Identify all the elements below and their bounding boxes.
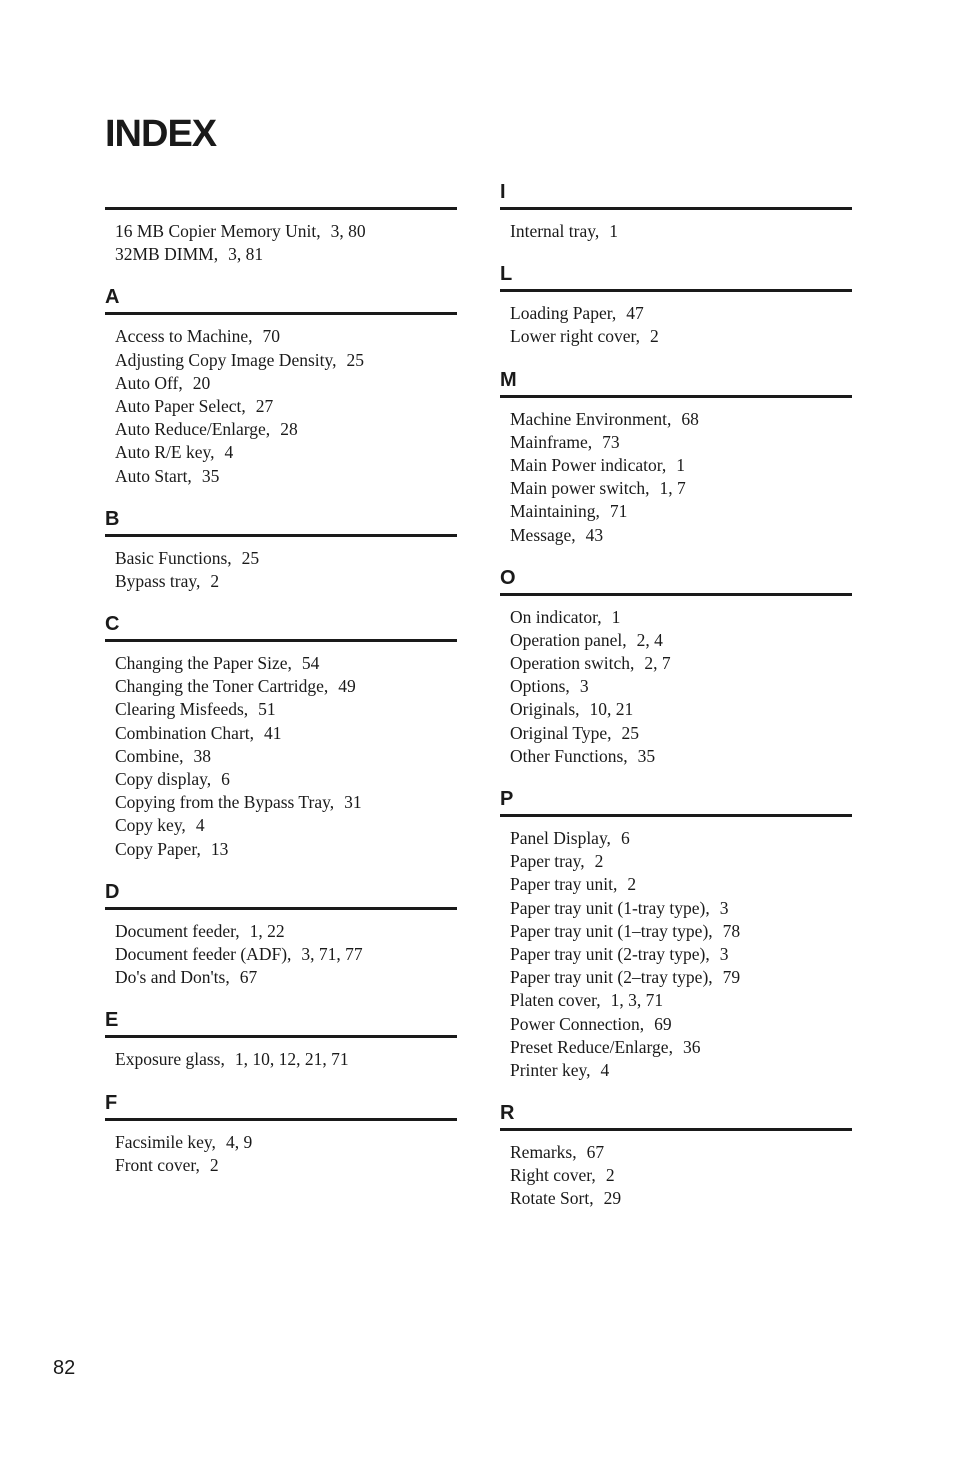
entry-term: Changing the Toner Cartridge, <box>115 676 329 697</box>
entry-list <box>500 398 852 561</box>
entry-term: Maintaining, <box>510 501 600 522</box>
index-entry <box>510 897 852 920</box>
index-entry <box>115 325 457 348</box>
entry-term: Preset Reduce/Enlarge, <box>510 1036 673 1057</box>
index-entry <box>115 943 457 966</box>
entry-page-refs: 38 <box>193 745 212 766</box>
index-entry <box>510 989 852 1012</box>
entry-list <box>500 596 852 782</box>
entry-page-refs: 1 <box>611 606 621 627</box>
section-letter: L <box>500 263 513 286</box>
entry-term: Paper tray, <box>510 851 585 872</box>
entry-page-refs: 49 <box>338 676 356 697</box>
entry-page-refs: 36 <box>682 1036 701 1057</box>
index-entry <box>115 395 457 418</box>
index-entry <box>510 325 852 348</box>
index-entry <box>510 1036 852 1059</box>
section-letter <box>105 175 457 207</box>
index-entry <box>115 722 457 745</box>
section-letter: P <box>500 788 514 810</box>
section-letter: E <box>105 1009 119 1032</box>
index-entry <box>510 477 852 500</box>
entry-page-refs: 4, 9 <box>225 1131 253 1152</box>
entry-list <box>500 292 852 362</box>
entry-term: Front cover, <box>115 1154 200 1175</box>
section-letter: A <box>105 286 120 309</box>
index-section <box>105 1003 457 1085</box>
entry-page-refs: 6 <box>620 828 630 848</box>
entry-term: Combine, <box>115 745 184 766</box>
index-column-right <box>500 175 852 1225</box>
entry-page-refs: 70 <box>262 326 281 347</box>
index-entry <box>115 652 457 675</box>
entry-page-refs: 27 <box>255 395 274 416</box>
entry-list <box>105 1121 457 1191</box>
index-entry <box>510 745 852 768</box>
index-entry <box>115 966 457 989</box>
entry-page-refs: 3, 80 <box>330 221 366 241</box>
page-number: 82 <box>53 1357 76 1379</box>
entry-term: Right cover, <box>510 1165 596 1186</box>
index-entry <box>510 1141 852 1164</box>
section-letter: M <box>500 368 517 391</box>
entry-page-refs: 25 <box>346 349 364 370</box>
entry-term: 32MB DIMM, <box>115 244 219 265</box>
section-letter: C <box>105 613 120 636</box>
index-entry <box>510 454 852 477</box>
index-entry <box>510 850 852 873</box>
index-entry <box>115 1154 457 1177</box>
entry-page-refs: 1 <box>609 221 618 241</box>
entry-page-refs: 25 <box>621 722 639 743</box>
entry-term: Copying from the Bypass Tray, <box>115 792 335 813</box>
index-entry <box>115 838 457 861</box>
entry-page-refs: 2 <box>650 326 659 347</box>
entry-term: Power Connection, <box>510 1013 645 1034</box>
index-entry <box>510 524 852 547</box>
entry-term: Combination Chart, <box>115 722 255 743</box>
entry-page-refs: 78 <box>722 920 741 941</box>
entry-term: Operation switch, <box>510 653 635 674</box>
entry-term: Access to Machine, <box>115 326 253 347</box>
entry-term: Clearing Misfeeds, <box>115 699 249 720</box>
index-section <box>500 363 852 561</box>
entry-page-refs: 4 <box>600 1059 610 1080</box>
entry-page-refs: 29 <box>603 1188 622 1209</box>
entry-term: Copy key, <box>115 815 186 836</box>
entry-term: Mainframe, <box>510 431 593 452</box>
entry-term: Copy Paper, <box>115 838 201 859</box>
entry-term: Main power switch, <box>510 478 650 499</box>
entry-page-refs: 20 <box>192 372 211 393</box>
entry-term: Paper tray unit (1–tray type), <box>510 920 713 941</box>
index-entry <box>510 220 852 243</box>
index-section <box>500 1096 852 1225</box>
index-entry <box>510 606 852 629</box>
index-entry <box>510 1059 852 1082</box>
entry-term: Auto R/E key, <box>115 442 215 463</box>
entry-page-refs: 1 <box>676 454 686 475</box>
index-section <box>105 175 457 280</box>
entry-term: Operation panel, <box>510 629 627 650</box>
index-entry <box>115 920 457 943</box>
entry-page-refs: 1, 7 <box>659 478 686 499</box>
entry-page-refs: 31 <box>344 792 362 813</box>
entry-term: Auto Off, <box>115 372 183 393</box>
entry-page-refs: 79 <box>722 967 741 988</box>
entry-list <box>105 537 457 607</box>
index-entry <box>115 745 457 768</box>
entry-page-refs: 67 <box>586 1142 605 1163</box>
index-entry <box>510 408 852 431</box>
entry-term: Main Power indicator, <box>510 454 667 475</box>
entry-term: Paper tray unit (1-tray type), <box>510 897 710 918</box>
section-letter: B <box>105 507 120 530</box>
entry-term: Auto Reduce/Enlarge, <box>115 419 271 440</box>
index-column-left <box>105 175 457 1191</box>
index-entry <box>115 570 457 593</box>
index-entry <box>510 873 852 896</box>
index-section <box>105 875 457 1004</box>
entry-term: Platen cover, <box>510 990 601 1011</box>
entry-page-refs: 2 <box>210 570 220 591</box>
entry-page-refs: 68 <box>681 408 699 429</box>
entry-page-refs: 69 <box>654 1013 672 1034</box>
entry-term: Originals, <box>510 699 580 720</box>
index-entry <box>115 441 457 464</box>
entry-term: Facsimile key, <box>115 1131 216 1152</box>
entry-term: Do's and Don'ts, <box>115 967 230 988</box>
index-entry <box>510 1013 852 1036</box>
index-entry <box>115 243 457 266</box>
entry-term: Loading Paper, <box>510 303 617 324</box>
entry-page-refs: 3, 71, 77 <box>301 943 363 964</box>
index-entry <box>115 465 457 488</box>
index-section <box>500 175 852 257</box>
entry-page-refs: 43 <box>585 524 604 545</box>
index-section <box>105 502 457 607</box>
index-entry <box>510 652 852 675</box>
entry-term: Remarks, <box>510 1142 577 1163</box>
entry-term: Changing the Paper Size, <box>115 653 292 674</box>
index-entry <box>115 814 457 837</box>
entry-term: Message, <box>510 524 576 545</box>
entry-page-refs: 28 <box>280 419 298 440</box>
entry-term: Internal tray, <box>510 221 600 241</box>
index-entry <box>510 629 852 652</box>
entry-list <box>105 315 457 501</box>
index-section <box>500 257 852 362</box>
entry-term: Auto Paper Select, <box>115 395 246 416</box>
index-section <box>105 607 457 875</box>
entry-term: Paper tray unit (2–tray type), <box>510 967 713 988</box>
index-entry <box>115 372 457 395</box>
index-entry <box>510 1164 852 1187</box>
entry-page-refs: 71 <box>609 501 628 522</box>
entry-page-refs: 2 <box>627 874 637 895</box>
entry-page-refs: 1, 22 <box>249 920 285 941</box>
entry-page-refs: 13 <box>210 838 229 859</box>
entry-page-refs: 2 <box>594 851 604 872</box>
entry-term: Auto Start, <box>115 465 192 486</box>
entry-term: Panel Display, <box>510 828 611 848</box>
index-entry <box>115 547 457 570</box>
index-entry <box>115 418 457 441</box>
index-entry <box>115 220 457 243</box>
entry-term: Bypass tray, <box>115 570 201 591</box>
entry-page-refs: 35 <box>201 465 220 486</box>
entry-term: Original Type, <box>510 722 612 743</box>
index-entry <box>510 302 852 325</box>
entry-list <box>500 210 852 257</box>
entry-term: Other Functions, <box>510 745 628 766</box>
index-entry <box>115 349 457 372</box>
entry-term: Machine Environment, <box>510 408 672 429</box>
entry-term: Paper tray unit (2-tray type), <box>510 943 710 964</box>
entry-term: Options, <box>510 676 570 697</box>
entry-page-refs: 6 <box>221 769 230 789</box>
entry-term: Copy display, <box>115 769 212 789</box>
entry-list <box>105 642 457 875</box>
entry-page-refs: 2, 4 <box>636 629 663 650</box>
entry-term: Document feeder (ADF), <box>115 943 292 964</box>
index-entry <box>510 500 852 523</box>
entry-page-refs: 2, 7 <box>644 653 671 674</box>
entry-term: Printer key, <box>510 1059 591 1080</box>
page-title: INDEX <box>105 113 217 155</box>
entry-page-refs: 1, 10, 12, 21, 71 <box>234 1049 349 1070</box>
entry-page-refs: 3, 81 <box>228 244 264 265</box>
entry-page-refs: 2 <box>605 1165 615 1186</box>
index-entry <box>115 791 457 814</box>
entry-page-refs: 67 <box>239 967 258 988</box>
index-section <box>500 561 852 782</box>
section-letter: I <box>500 181 506 203</box>
entry-term: Basic Functions, <box>115 547 232 568</box>
entry-page-refs: 3 <box>719 897 729 918</box>
index-entry <box>115 698 457 721</box>
index-entry <box>115 1048 457 1071</box>
index-entry <box>510 827 852 850</box>
index-section <box>500 782 852 1096</box>
entry-page-refs: 35 <box>637 745 656 766</box>
section-letter: O <box>500 566 516 589</box>
entry-term: Adjusting Copy Image Density, <box>115 349 337 370</box>
entry-page-refs: 51 <box>258 699 276 720</box>
entry-list <box>500 817 852 1096</box>
index-entry <box>115 768 457 791</box>
section-letter: R <box>500 1102 515 1125</box>
entry-list <box>105 210 457 280</box>
entry-page-refs: 4 <box>195 815 205 836</box>
index-entry <box>510 431 852 454</box>
entry-term: Paper tray unit, <box>510 874 618 895</box>
index-entry <box>115 675 457 698</box>
entry-term: Rotate Sort, <box>510 1188 594 1209</box>
entry-page-refs: 41 <box>264 722 282 743</box>
index-entry <box>510 1187 852 1210</box>
index-entry <box>510 943 852 966</box>
index-entry <box>510 698 852 721</box>
entry-term: Lower right cover, <box>510 326 641 347</box>
entry-page-refs: 10, 21 <box>589 699 634 720</box>
index-entry <box>510 722 852 745</box>
section-letter: F <box>105 1091 118 1114</box>
entry-term: On indicator, <box>510 606 602 627</box>
entry-term: Exposure glass, <box>115 1049 225 1070</box>
index-section <box>105 280 457 501</box>
entry-page-refs: 25 <box>241 547 260 568</box>
index-entry <box>115 1131 457 1154</box>
entry-page-refs: 4 <box>224 442 234 463</box>
entry-page-refs: 73 <box>602 431 620 452</box>
entry-list <box>105 910 457 1004</box>
entry-list <box>105 1038 457 1085</box>
entry-list <box>500 1131 852 1225</box>
index-entry <box>510 675 852 698</box>
index-entry <box>510 920 852 943</box>
entry-page-refs: 3 <box>719 943 729 964</box>
index-section <box>105 1086 457 1191</box>
entry-term: Document feeder, <box>115 920 240 941</box>
entry-page-refs: 47 <box>626 303 644 324</box>
entry-page-refs: 54 <box>301 653 320 674</box>
entry-term: 16 MB Copier Memory Unit, <box>115 221 321 241</box>
entry-page-refs: 1, 3, 71 <box>610 990 664 1011</box>
index-entry <box>510 966 852 989</box>
entry-page-refs: 2 <box>209 1154 219 1175</box>
entry-page-refs: 3 <box>579 676 589 697</box>
section-letter: D <box>105 880 120 903</box>
